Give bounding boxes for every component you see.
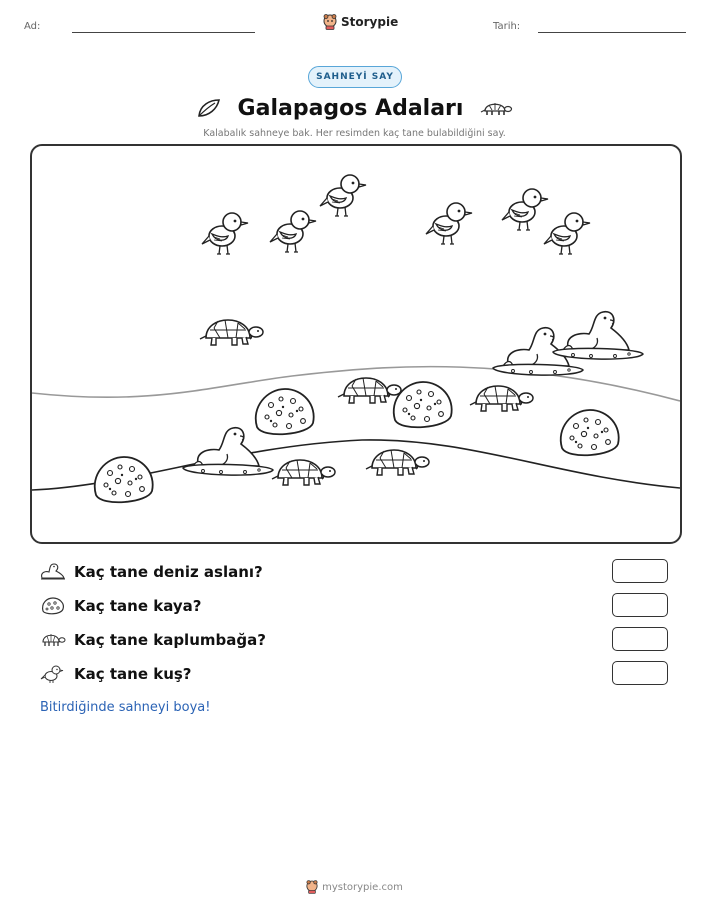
answer-box-sea-lions[interactable]: [612, 559, 668, 583]
scene-sea-lion: [553, 312, 643, 359]
storypie-mascot-icon: [306, 880, 318, 894]
scene-tortoise: [366, 450, 429, 475]
footer-site-link[interactable]: mystorypie.com: [322, 881, 403, 893]
answer-box-tortoises[interactable]: [612, 627, 668, 651]
scene-tortoise: [338, 378, 401, 403]
name-line[interactable]: [72, 32, 255, 33]
question-text: Kaç tane kuş?: [74, 665, 192, 683]
instructions: Kalabalık sahneye bak. Her resimden kaç tane bulabildiğini say.: [203, 128, 506, 139]
page-title: Galapagos Adaları: [237, 95, 464, 121]
scene-bird: [426, 203, 472, 244]
scene-bird: [202, 213, 248, 254]
answer-box-birds[interactable]: [612, 661, 668, 685]
scene-bird: [502, 189, 548, 230]
question-text: Kaç tane deniz aslanı?: [74, 563, 263, 581]
scene-tortoise: [200, 320, 263, 345]
activity-badge: SAHNEYİ SAY: [308, 66, 402, 88]
scene-rock: [394, 382, 452, 427]
question-row-sea-lions: [40, 560, 672, 584]
counting-scene: [30, 144, 682, 544]
date-line[interactable]: [538, 32, 686, 33]
scene-rock: [95, 457, 153, 502]
tortoise-icon: [40, 630, 66, 650]
date-label: Tarih:: [493, 21, 521, 32]
sea-lion-icon: [40, 562, 66, 582]
question-row-tortoises: [40, 628, 672, 652]
brand-logo: [323, 14, 398, 30]
scene-bird: [270, 211, 316, 252]
bird-icon: [40, 664, 66, 684]
storypie-mascot-icon: [323, 14, 337, 30]
question-text: Kaç tane kaplumbağa?: [74, 631, 266, 649]
answer-box-rocks[interactable]: [612, 593, 668, 617]
title-row: [0, 92, 709, 124]
scene-bird: [544, 213, 590, 254]
brand-name: Storypie: [341, 15, 399, 29]
coloring-instruction: Bitirdiğinde sahneyi boya!: [40, 700, 211, 715]
tortoise-icon: [479, 97, 513, 119]
question-row-rocks: [40, 594, 672, 618]
scene-rock: [256, 389, 314, 434]
scene-illustration: [32, 146, 680, 542]
scene-bird: [320, 175, 366, 216]
scene-rock: [561, 410, 619, 455]
scene-tortoise: [470, 386, 533, 411]
question-text: Kaç tane kaya?: [74, 597, 202, 615]
footer: [0, 880, 709, 894]
name-label: Ad:: [24, 21, 41, 32]
question-row-birds: [40, 662, 672, 686]
rock-icon: [40, 596, 66, 616]
leaf-icon: [196, 97, 222, 119]
scene-tortoise: [272, 460, 335, 485]
